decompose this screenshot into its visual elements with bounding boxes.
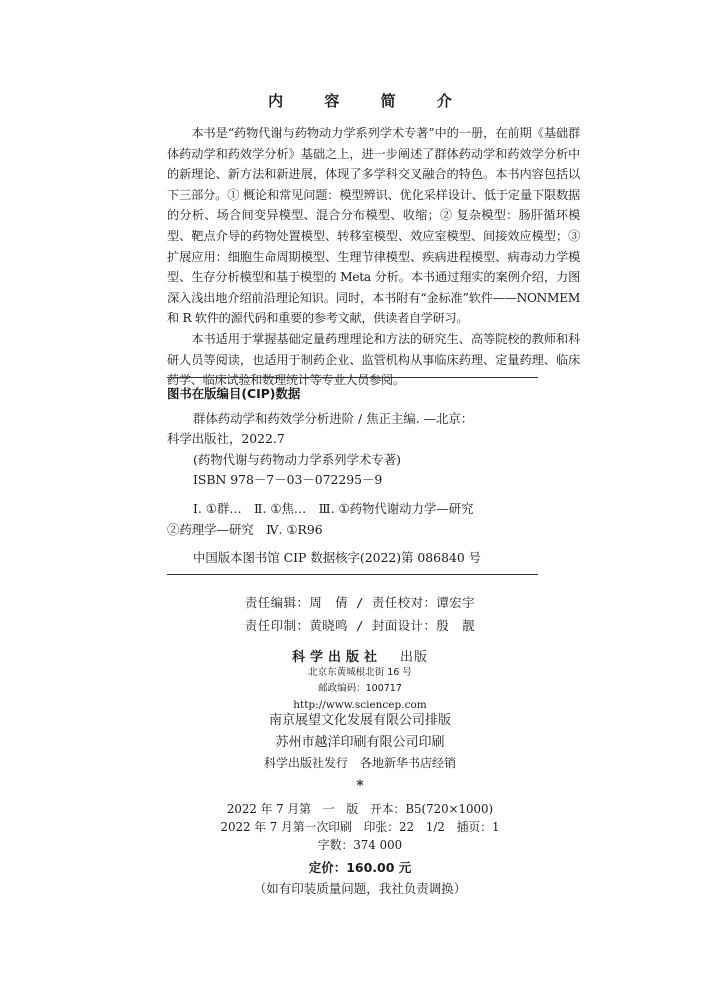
editors-line-2: 责任印制：黄晓鸣 / 封面设计：殷 靓 [244,618,476,633]
publisher-address: 北京东黄城根北街 16 号 [308,667,412,678]
edition-line-2: 2022 年 7 月第一次印刷 印张：22 1/2 插页：1 [220,820,500,834]
publisher-postcode: 邮政编码：100717 [318,683,402,694]
cip-subject-line: Ⅰ. ①群… Ⅱ. ①焦… Ⅲ. ①药物代谢动力学—研究 [193,500,474,516]
cip-top-rule [167,377,538,378]
publisher-suffix: 出版 [400,650,429,665]
edition-block [0,800,720,854]
summary-title: 内 容 简 介 [268,92,470,110]
typesetter-line: 南京展望文化发展有限公司排版 [268,713,451,728]
price: 定价：160.00 元 [308,860,412,875]
printers-block [0,710,720,775]
cip-subject-line-2: ②药理学—研究 Ⅳ. ①R96 [167,521,323,537]
quality-note: （如有印装质量问题，我社负责调换） [253,881,467,896]
cip-block [167,384,587,569]
editors-line-1: 责任编辑：周 倩 / 责任校对：谭宏宇 [244,595,476,610]
summary-body [167,123,580,391]
publisher-url: http://www.sciencep.com [293,699,427,711]
cip-heading: 图书在版编目(CIP)数据 [167,386,301,401]
publisher-name-text: 科学出版社 [291,650,382,665]
cip-bottom-rule [167,574,538,575]
cip-title-line: 群体药动学和药效学分析进阶 / 焦正主编. —北京： [193,410,474,426]
cip-record-number: 中国版本图书馆 CIP 数据核字(2022)第 086840 号 [193,550,482,566]
separator-star: * [356,778,364,794]
summary-paragraph-1: 本书是“药物代谢与药物动力学系列学术专著”中的一册，在前期《基础群体药动学和药效学分析》基础之上，进一步阐述了群体药动学和药效学分析中的新理论、新方法和新进展，体现了多学科交叉融合的特色。本书内容包括以下三部分。① 概论和常见问题：模型辨识、优化采样设计、低于定量下限数据的分析、场合间变异模型、混合分布模型、收缩；② 复杂模型：肠肝循环模型、靶点介导的药物处置模型、转移室模型、效应室模型、间接效应模型；③ 扩展应用：细胞生命周期模型、生理节律模型、疾病进程模型、病毒动力学模型、生存分析模型和基于模型的 Meta 分析。本书通过翔实的案例介绍，力图深入浅出地介绍前沿理论知识。同时，本书附有“金标准”软件——NONMEM 和 R 软件的源代码和重要的参考文献，供读者自学研习。 [167,126,580,326]
summary-paragraph-2: 本书适用于掌握基础定量药理理论和方法的研究生、高等院校的教师和科研人员等阅读，也适用于制药企业、监管机构从事临床药理、定量药理、临床药学、临床试验和数理统计等专业人员参阅。 [167,331,580,388]
cip-publisher-line: 科学出版社，2022.7 [167,431,285,447]
edition-line-1: 2022 年 7 月第 一 版 开本：B5(720×1000) [226,802,494,816]
publisher-block [0,646,720,714]
edition-word-count: 字数：374 000 [317,838,403,852]
cip-series-line: (药物代谢与药物动力学系列学术专著) [193,451,401,467]
cip-isbn-line: ISBN 978－7－03－072295－9 [193,472,383,488]
distribution-line: 科学出版社发行 各地新华书店经销 [263,756,456,770]
editors-block [0,591,720,637]
publisher-name [0,646,720,665]
printer-line: 苏州市越洋印刷有限公司印刷 [275,734,445,750]
